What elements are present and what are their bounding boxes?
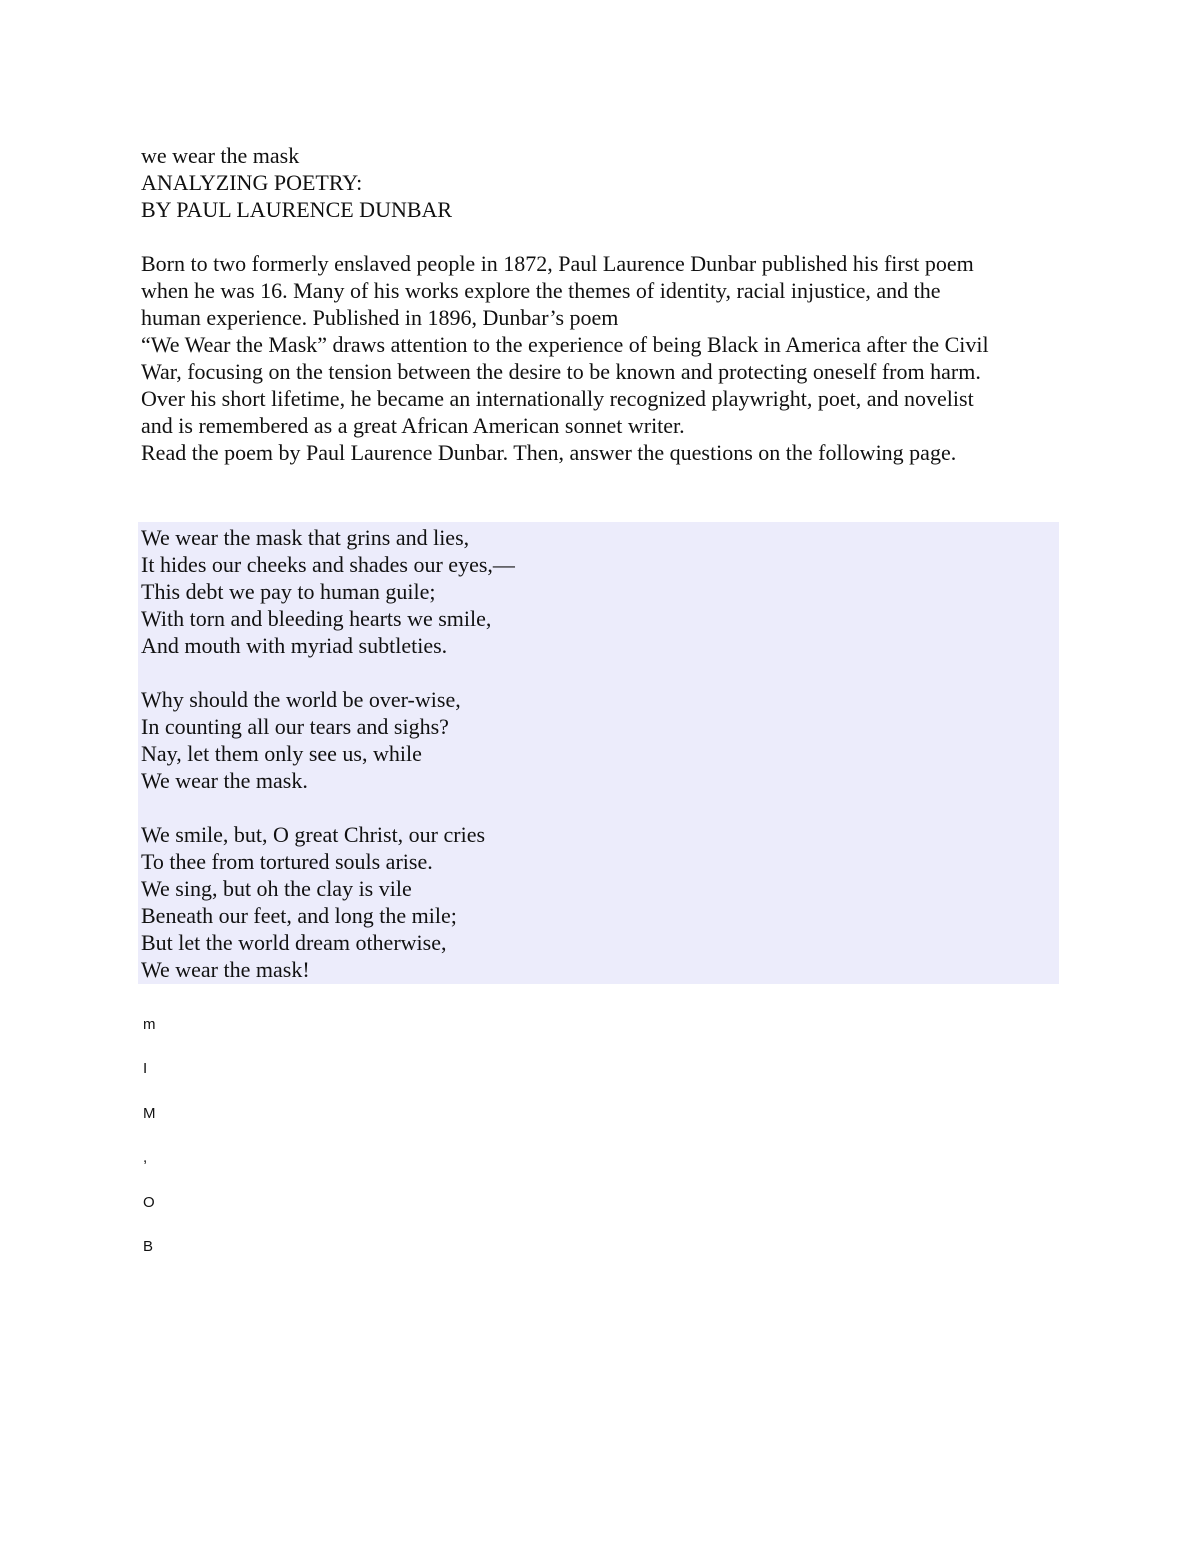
stanza-gap: [141, 659, 1041, 686]
poem-line: We wear the mask that grins and lies,: [141, 525, 470, 550]
poem-line: We wear the mask!: [141, 957, 310, 982]
intro-line: and is remembered as a great African American sonnet writer.: [141, 413, 685, 438]
poem-line: Beneath our feet, and long the mile;: [141, 903, 457, 928]
intro-line: human experience. Published in 1896, Dunbar’s poem: [141, 305, 619, 330]
poem-line: And mouth with myriad subtleties.: [141, 633, 448, 658]
intro-line: when he was 16. Many of his works explore the themes of identity, racial injustice, and the: [141, 278, 941, 303]
intro-line: Over his short lifetime, he became an internationally recognized playwright, poet, and novelist: [141, 386, 974, 411]
poem-box: [138, 522, 1059, 984]
intro-paragraph: [141, 250, 1061, 466]
poem-stanza-2: [141, 686, 1041, 794]
stray-letter: O: [143, 1193, 155, 1211]
stray-letter: B: [143, 1237, 154, 1255]
stray-letter: M: [143, 1104, 156, 1122]
poem-stanza-3: [141, 821, 1041, 983]
poem-text: [141, 524, 1041, 983]
intro-line: Born to two formerly enslaved people in 1872, Paul Laurence Dunbar published his first poem: [141, 251, 974, 276]
document-header: [141, 142, 1061, 223]
stray-letter: I: [143, 1060, 148, 1078]
poem-line: It hides our cheeks and shades our eyes,—: [141, 552, 515, 577]
poem-line: To thee from tortured souls arise.: [141, 849, 433, 874]
poem-line: Nay, let them only see us, while: [141, 741, 422, 766]
poem-line: We sing, but oh the clay is vile: [141, 876, 412, 901]
intro-line: “We Wear the Mask” draws attention to the experience of being Black in America after the Civil: [141, 332, 989, 357]
poem-line: We smile, but, O great Christ, our cries: [141, 822, 486, 847]
poem-line: We wear the mask.: [141, 768, 308, 793]
document-byline: BY PAUL LAURENCE DUNBAR: [141, 197, 453, 222]
intro-line: Read the poem by Paul Laurence Dunbar. Then, answer the questions on the following page.: [141, 440, 957, 465]
poem-stanza-1: [141, 524, 1041, 659]
stanza-gap: [141, 794, 1041, 821]
poem-line: This debt we pay to human guile;: [141, 579, 436, 604]
poem-line: In counting all our tears and sighs?: [141, 714, 449, 739]
stray-letters: [143, 1014, 156, 1280]
poem-line: With torn and bleeding hearts we smile,: [141, 606, 492, 631]
poem-line: Why should the world be over-wise,: [141, 687, 461, 712]
stray-letter: m: [143, 1016, 156, 1033]
document-title: we wear the mask: [141, 143, 300, 168]
document-subtitle: ANALYZING POETRY:: [141, 170, 363, 195]
intro-line: War, focusing on the tension between the desire to be known and protecting oneself from harm.: [141, 359, 981, 384]
poem-line: But let the world dream otherwise,: [141, 930, 447, 955]
stray-letter: ,: [143, 1149, 148, 1167]
